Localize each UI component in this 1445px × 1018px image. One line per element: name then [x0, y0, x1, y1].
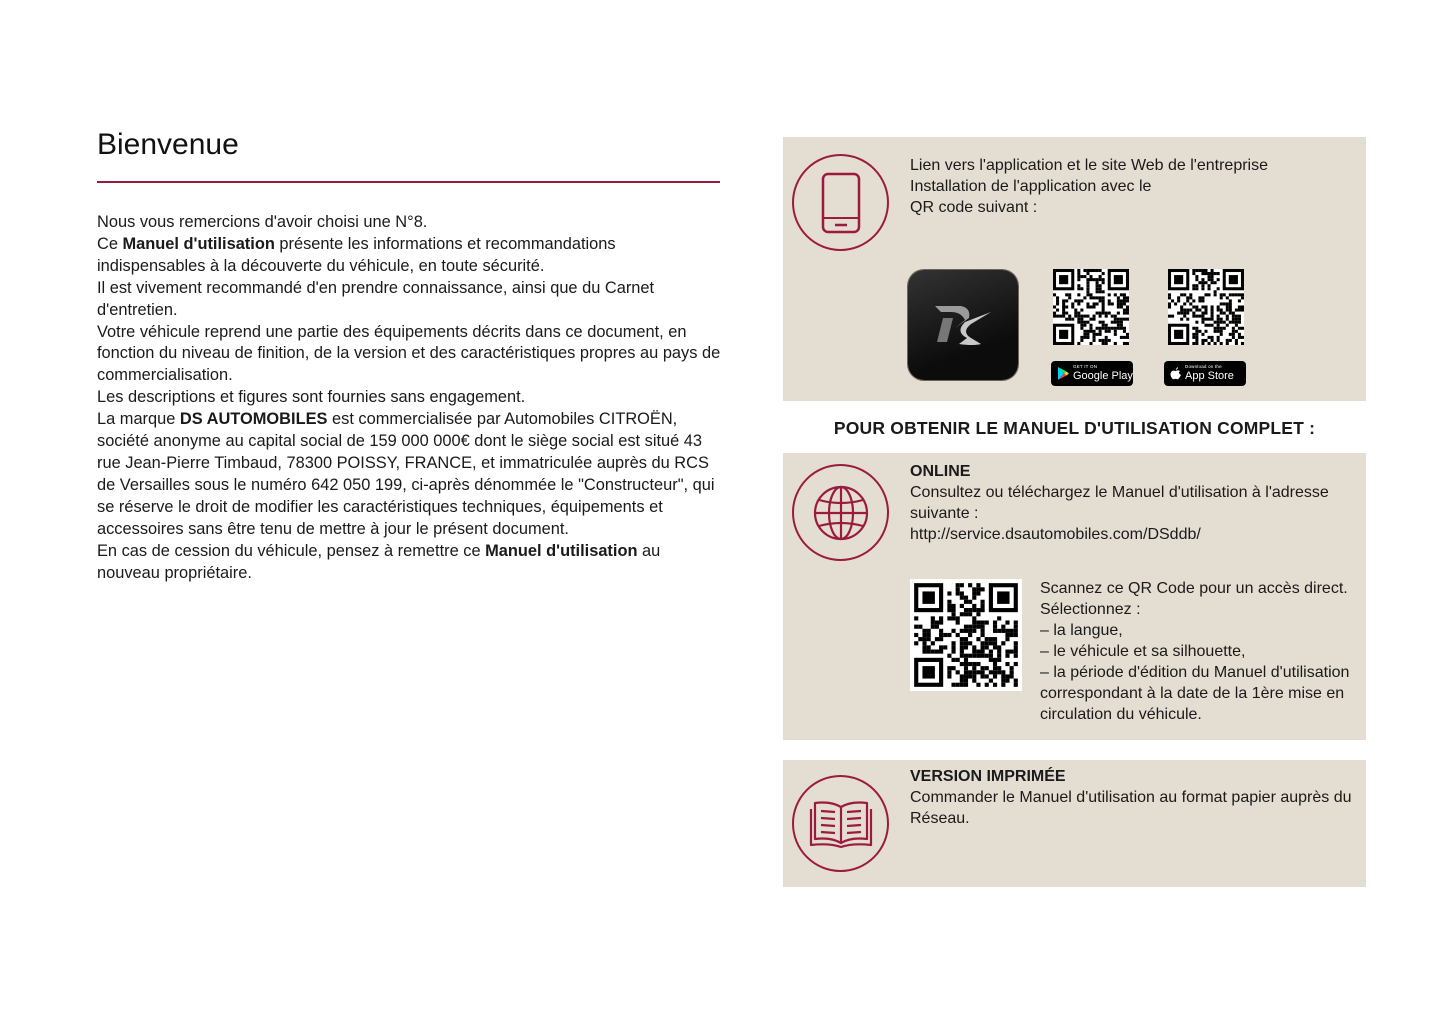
print-description: Commander le Manuel d'utilisation au format papier auprès du Réseau.	[910, 789, 1352, 827]
intro-p7-start: En cas de cession du véhicule, pensez à remettre ce	[97, 541, 486, 560]
google-play-badge[interactable]	[1051, 361, 1133, 386]
app-panel-line-1: Lien vers l'application et le site Web de l'entreprise	[910, 157, 1269, 174]
open-book-icon	[792, 775, 889, 872]
app-store-qr-code	[1168, 269, 1244, 345]
app-store-badge[interactable]	[1164, 361, 1246, 386]
intro-p2-start: Ce	[97, 234, 123, 253]
print-panel-text	[910, 766, 1360, 829]
app-panel-line-3: QR code suivant :	[910, 199, 1038, 216]
manual-url-link[interactable]: http://service.dsautomobiles.com/DSddb/	[910, 526, 1201, 543]
intro-p2-bold: Manuel d'utilisation	[122, 234, 275, 253]
intro-p2-end: présente les informations et recommandations indispensables à la découverte du véhicule, en toute sécurité.	[97, 234, 616, 275]
print-heading: VERSION IMPRIMÉE	[910, 768, 1066, 785]
globe-icon	[792, 464, 889, 561]
intro-p6-bold: DS AUTOMOBILES	[179, 410, 328, 429]
intro-p6-end: est commercialisée par Automobiles CITROËN, société anonyme au capital social de 159 000 000€ dont le siège social est situé 43 rue Jean-Pierre Timbaud, 78300 POISSY, FRANCE, et immatriculée auprès du RCS de Versailles sous le numéro 642 050 199, ci-après dénommée le "Constructeur", qui se réserve le droit de modifier les caractéristiques techniques, équipements et accessoires sans être tenu de mettre à jour le présent document.	[97, 410, 715, 538]
app-panel	[783, 137, 1366, 401]
intro-paragraph-4: Votre véhicule reprend une partie des équipements décrits dans ce document, en fonction du niveau de finition, de la version et des caractéristiques propres au pays de commercialisation.	[97, 322, 721, 385]
scan-line-4: – le véhicule et sa silhouette,	[1040, 643, 1246, 660]
intro-p7-bold: Manuel d'utilisation	[485, 541, 638, 560]
google-play-qr-code	[1053, 269, 1129, 345]
manual-qr-code	[910, 579, 1022, 691]
scan-line-1: Scannez ce QR Code pour un accès direct.	[1040, 580, 1348, 597]
apple-icon	[1170, 367, 1181, 380]
intro-text	[97, 212, 722, 584]
intro-line-1: Nous vous remercions d'avoir choisi une N°8.	[97, 213, 428, 231]
apple-badge-small-text: Download on the	[1185, 364, 1222, 370]
scan-instructions	[1040, 578, 1360, 725]
intro-paragraph-5: Les descriptions et figures sont fournies sans engagement.	[97, 388, 526, 407]
scan-line-3: – la langue,	[1040, 622, 1123, 639]
google-play-icon	[1057, 367, 1069, 380]
print-panel	[783, 760, 1366, 887]
intro-p6-start: La marque	[97, 410, 180, 429]
phone-icon	[792, 154, 889, 251]
scan-line-2: Sélectionnez :	[1040, 601, 1141, 618]
online-panel-text	[910, 461, 1360, 545]
online-panel	[783, 453, 1366, 740]
intro-paragraph-6	[97, 409, 722, 540]
page-title: Bienvenue	[97, 128, 239, 161]
ds-app-logo[interactable]	[908, 270, 1018, 380]
scan-line-5: – la période d'édition du Manuel d'utilisation correspondant à la date de la 1ère mise en circulation du véhicule.	[1040, 664, 1350, 723]
intro-p7-end: au nouveau propriétaire.	[97, 541, 661, 582]
intro-paragraph-7	[97, 541, 722, 585]
intro-paragraph-3: Il est vivement recommandé d'en prendre connaissance, ainsi que du Carnet d'entretien.	[97, 278, 655, 319]
google-badge-small-text: GET IT ON	[1073, 364, 1098, 370]
online-heading: ONLINE	[910, 463, 971, 480]
app-panel-line-2: Installation de l'application avec le	[910, 178, 1152, 195]
app-panel-text	[910, 155, 1360, 218]
title-divider	[97, 181, 720, 183]
section-heading: POUR OBTENIR LE MANUEL D'UTILISATION COMPLET :	[833, 418, 1316, 438]
online-description: Consultez ou téléchargez le Manuel d'utilisation à l'adresse suivante :	[910, 484, 1329, 522]
apple-badge-label: App Store	[1185, 369, 1234, 382]
google-badge-label: Google Play	[1073, 369, 1133, 382]
intro-paragraph-2	[97, 234, 722, 278]
